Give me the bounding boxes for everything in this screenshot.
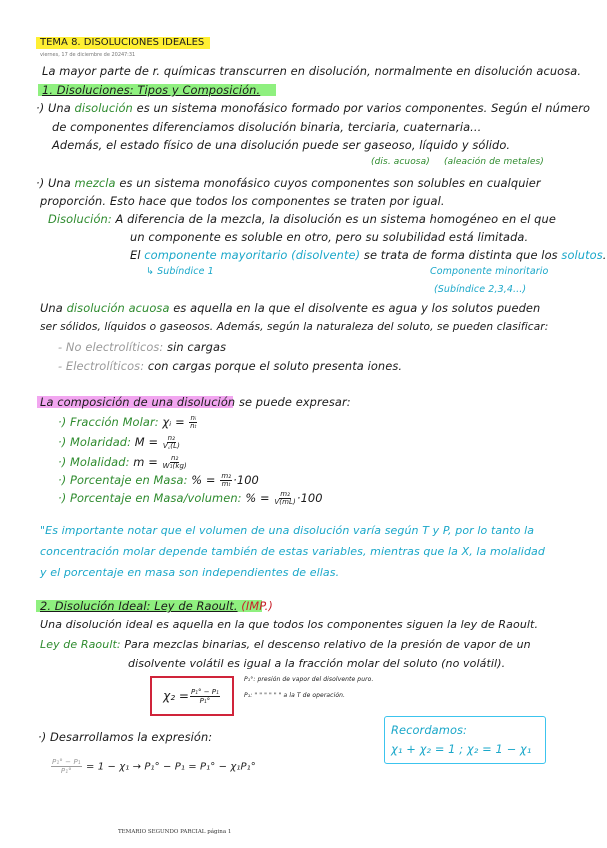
page-title: TEMA 8. DISOLUCIONES IDEALES [40, 37, 205, 48]
develop-heading: ·) Desarrollamos la expresión: [38, 730, 213, 744]
term-disolvente: componente mayoritario (disolvente) [144, 248, 361, 262]
fraction: $\frac{\text{n₂}}{\text{W₁(kg)}}$ [162, 454, 187, 470]
term-disolucion-acuosa: disolución acuosa [66, 301, 170, 315]
note-line2: concentración molar depende también de estas variables, mientras que la X, la molalidad [40, 545, 545, 558]
composition-heading: La composición de una disolución se puede expresar: [40, 395, 351, 409]
para2-line1: ·) Una mezcla es un sistema monofásico cuyos componentes son solubles en cualquier [36, 176, 541, 190]
reminder-box [384, 716, 546, 764]
fraction: $\frac{\text{P₁° − P₁}}{\text{P₁°}}$ [190, 687, 219, 705]
note-line3: y el porcentaje en masa son independientes de ellas. [40, 566, 340, 579]
page-time: 7:31 [124, 52, 136, 58]
composition-item: ·) Molalidad: m = $\frac{\text{n₂}}{\text{W₁(kg)}}$ [58, 454, 187, 470]
page-date: viernes, 17 de diciembre de 2024 [40, 52, 125, 58]
def-p1-pure: P₁°: presión de vapor del disolvente puro. [244, 676, 374, 683]
section1-heading: 1. Disoluciones: Tipos y Composición. [42, 83, 261, 97]
fraction: $\frac{\text{m₂}}{V(mL)}$ [274, 490, 296, 506]
imp-tag: (IMP.) [241, 599, 273, 613]
section2-line2: Ley de Raoult: Para mezclas binarias, el descenso relativo de la presión de vapor de un [40, 638, 531, 651]
raoult-formula-box: χ₂ = $\frac{\text{P₁° − P₁}}{\text{P₁°}}$ [150, 676, 234, 716]
para2-line4: un componente es soluble en otro, pero su solubilidad está limitada. [130, 230, 529, 244]
composition-item: ·) Porcentaje en Masa: % = $\frac{\text{m₂}}{\text{mₜ}}$ ·100 [58, 472, 259, 488]
intro-text: La mayor parte de r. químicas transcurren en disolución, normalmente en disolución acuosa. [42, 64, 582, 78]
sub-index-1: ↳ Subíndice 1 [146, 266, 214, 277]
note-aleacion: (aleación de metales) [444, 157, 544, 167]
composition-item: ·) Porcentaje en Masa/volumen: % = $\frac{\text{m₂}}{V(mL)}$ ·100 [58, 490, 323, 506]
para1-line2: de componentes diferenciamos disolución binaria, terciaria, cuaternaria... [52, 120, 482, 134]
section2-heading: 2. Disolución Ideal: Ley de Raoult. (IMP.) [40, 599, 273, 613]
componente-minoritario: Componente minoritario [430, 266, 549, 277]
para1-line1: ·) Una disolución es un sistema monofásico formado por varios componentes. Según el número [36, 101, 591, 115]
note-dis-acuosa: (dis. acuosa) [371, 157, 430, 167]
para2-line2: proporción. Esto hace que todos los componentes se traten por igual. [40, 194, 445, 208]
def-p1: P₁: " " " " " " a la T de operación. [244, 692, 346, 699]
term-mezcla: mezcla [74, 176, 116, 190]
note-line1: "Es importante notar que el volumen de una disolución varía según T y P, por lo tanto la [40, 524, 535, 537]
fraction: $\frac{\text{nᵢ}}{\text{nₜ}}$ [190, 414, 197, 430]
term-solutos: solutos [561, 248, 603, 262]
composition-item: ·) Fracción Molar: χᵢ = $\frac{\text{nᵢ}}{\text{nₜ}}$ [58, 414, 197, 430]
para2-line5: El componente mayoritario (disolvente) se trata de forma distinta que los solutos. [130, 248, 607, 262]
para3-item1: - No electrolíticos: sin cargas [58, 340, 227, 354]
para3-line2: ser sólidos, líquidos o gaseosos. Además, según la naturaleza del soluto, se pueden clasificar: [40, 321, 549, 333]
para3-item2: - Electrolíticos: con cargas porque el soluto presenta iones. [58, 359, 403, 373]
sub-index-234: (Subíndice 2,3,4...) [434, 284, 527, 295]
label-disolucion: Disolución: [48, 212, 112, 226]
label-ley-raoult: Ley de Raoult: [40, 638, 121, 651]
section2-line3: disolvente volátil es igual a la fracción molar del soluto (no volátil). [128, 657, 506, 670]
para3-line1: Una disolución acuosa es aquella en la que el disolvente es agua y los solutos pueden [40, 301, 541, 315]
page-footer: TEMARIO SEGUNDO PARCIAL página 1 [118, 829, 232, 835]
section2-line1: Una disolución ideal es aquella en la que todos los componentes siguen la ley de Raoult. [40, 618, 539, 631]
reminder-title: Recordamos: [391, 723, 467, 737]
term-disolucion: disolución [74, 101, 133, 115]
composition-item: ·) Molaridad: M = $\frac{\text{n₂}}{V꜀(L)}$ [58, 434, 180, 450]
develop-expression: $\frac{\text{P₁° − P₁}}{\text{P₁°}}$ = 1 − χ₁ → P₁° − P₁ = P₁° − χ₁P₁° [52, 758, 256, 775]
reminder-text: χ₁ + χ₂ = 1 ; χ₂ = 1 − χ₁ [391, 742, 532, 756]
para1-line3: Además, el estado físico de una disolución puede ser gaseoso, líquido y sólido. [52, 138, 511, 152]
fraction: $\frac{\text{P₁° − P₁}}{\text{P₁°}}$ [52, 758, 81, 775]
fraction: $\frac{\text{n₂}}{V꜀(L)}$ [162, 434, 180, 450]
para2-line3: Disolución: A diferencia de la mezcla, la disolución es un sistema homogéneo en el que [48, 212, 556, 226]
fraction: $\frac{\text{m₂}}{\text{mₜ}}$ [221, 472, 232, 488]
